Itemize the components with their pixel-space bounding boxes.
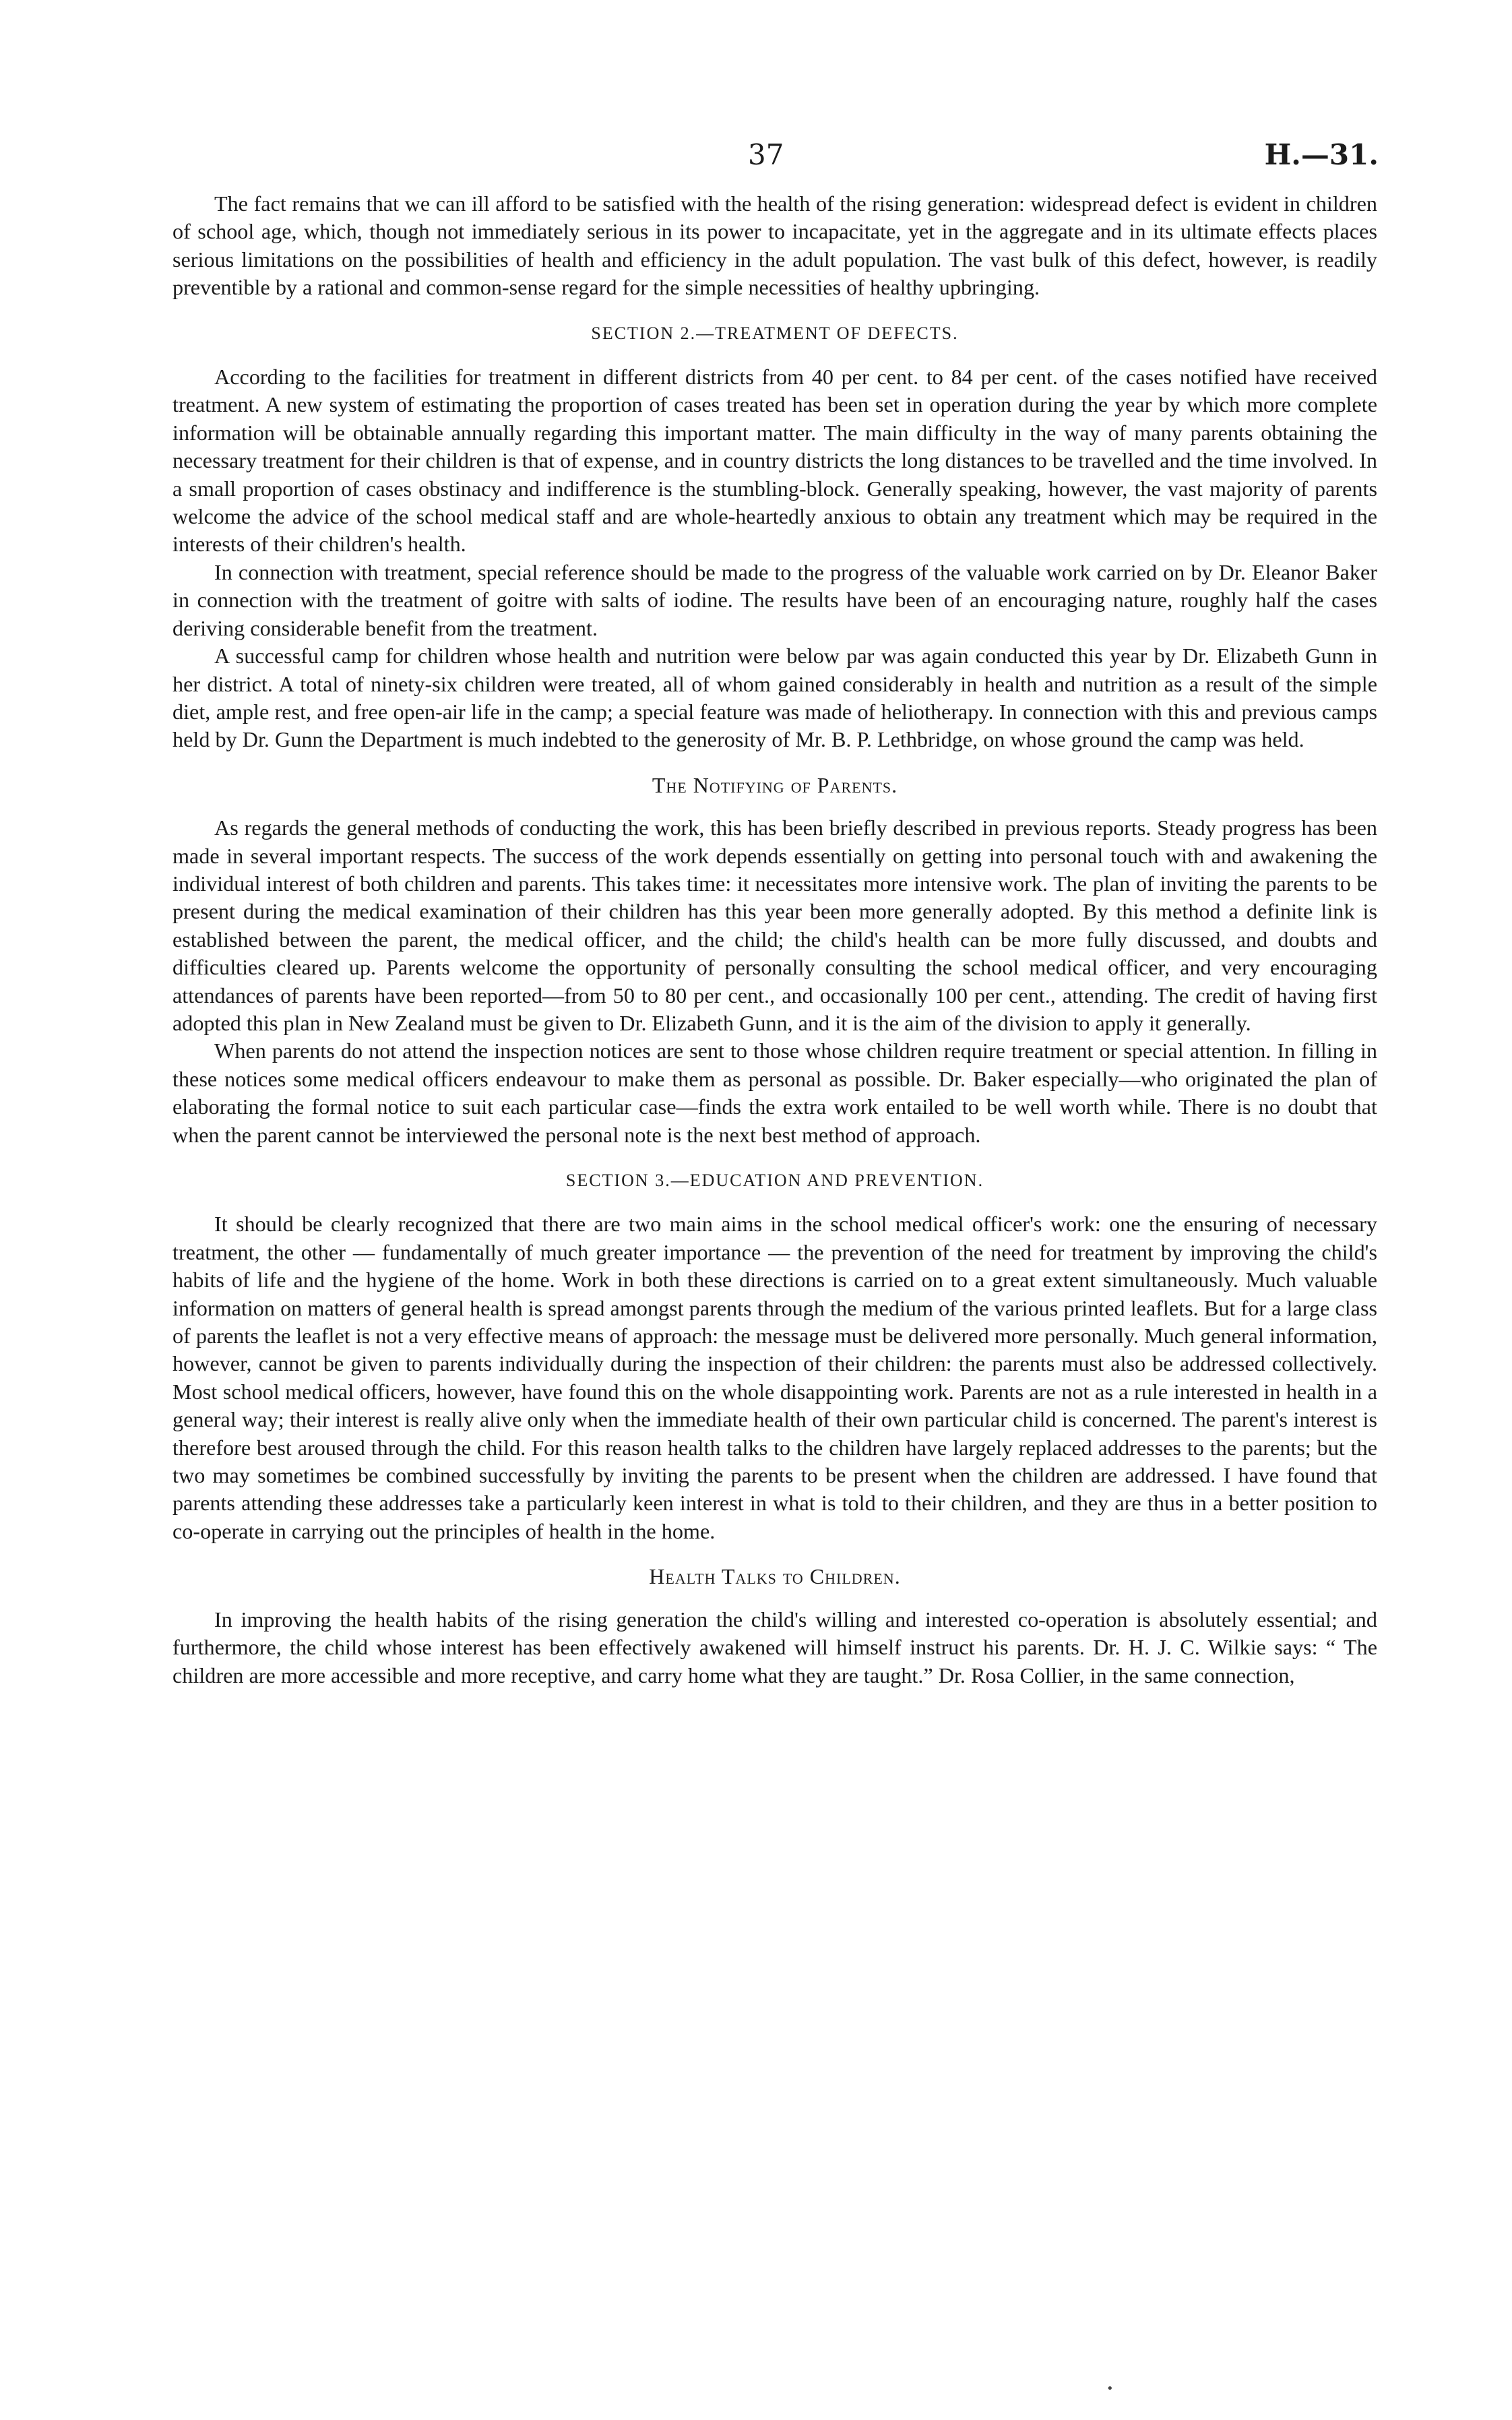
- section-3-heading: SECTION 3.—EDUCATION AND PREVENTION.: [565, 1171, 984, 1190]
- section-3-paragraph-1: It should be clearly recognized that there are two main aims in the school medical officer's work: one the ensuring of necessary treatment, the other — fundamentally of much greater importance — the prevention of the need for treatment by improving the child's habits of life and the hygiene of the home. Work in both these directions is carried on to a great extent simultaneously. Much valuable information on matters of general health is spread amongst parents through the medium of the various printed leaflets. But for a large class of parents the leaflet is not a very effective means of approach: the message must be delivered more personally. Much general information, however, cannot be given to parents individually during the inspection of their children: the parents must also be addressed collectively. Most school medical officers, however, have found this on the whole disappointing work. Parents are not as a rule interested in health in a general way; their interest is really alive only when the immediate health of their own particular child is concerned. The parent's interest is therefore best aroused through the child. For this reason health talks to the children have largely replaced addresses to the parents; but the two may sometimes be combined successfully by inviting the parents to be present when the children are addressed. I have found that parents attending these addresses take a particularly keen interest in what is told to their children, and they are thus in a better position to co-operate in carrying out the principles of health in the home.: [172, 1212, 1377, 1543]
- intro-paragraph: The fact remains that we can ill afford to be satisfied with the health of the rising generation: widespread defect is evident in children of school age, which, though not immediately serious in its power to incapacitate, yet in the aggregate and in its ultimate effects places serious limitations on the possibilities of health and efficiency in the adult population. The vast bulk of this defect, however, is readily preventible by a rational and common-sense regard for the simple necessities of healthy upbringing.: [172, 191, 1377, 300]
- section-2-paragraph-2: In connection with treatment, special reference should be made to the progress of the valuable work carried on by Dr. Eleanor Baker in connection with the treatment of goitre with salts of iodine. The results have been of an encouraging nature, roughly half the cases deriving considerable benefit from the treatment.: [172, 559, 1377, 640]
- notifying-paragraph-1: As regards the general methods of conducting the work, this has been briefly described in previous reports. Steady progress has been made in several important respects. The success of the work depends essentially on getting into personal touch with and awakening the individual interest of both children and parents. This takes time: it necessitates more intensive work. The plan of inviting the parents to be present during the medical examination of their children has this year been more generally adopted. By this method a definite link is established between the parent, the medical officer, and the child; the child's health can be more fully discussed, and doubts and difficulties cleared up. Parents welcome the opportunity of personally consulting the school medical officer, and very encouraging attendances of parents have been reported—from 50 to 80 per cent., and occasionally 100 per cent., attending. The credit of having first adopted this plan in New Zealand must be given to Dr. Elizabeth Gunn, and it is the aim of the division to apply it generally.: [172, 815, 1377, 1035]
- document-body: [172, 190, 1377, 1689]
- page-mark: •: [1106, 2382, 1114, 2396]
- notifying-paragraph-2: When parents do not attend the inspection notices are sent to those whose children require treatment or special attention. In filling in these notices some medical officers endeavour to make them as personal as possible. Dr. Baker especially—who originated the plan of elaborating the formal notice to suit each particular case—finds the extra work entailed to be well worth while. There is no doubt that when the parent cannot be interviewed the personal note is the next best method of approach.: [172, 1038, 1377, 1147]
- page-number: 37: [748, 138, 784, 171]
- document-reference: H.—31.: [1264, 138, 1379, 171]
- section-2-paragraph-3: A successful camp for children whose health and nutrition were below par was again conducted this year by Dr. Elizabeth Gunn in her district. A total of ninety-six children were treated, all of whom gained considerably in health and nutrition as a result of the simple diet, ample rest, and free open-air life in the camp; a special feature was made of heliotherapy. In connection with this and previous camps held by Dr. Gunn the Department is much indebted to the generosity of Mr. B. P. Lethbridge, on whose ground the camp was held.: [172, 644, 1377, 752]
- section-2-paragraph-1: According to the facilities for treatment in different districts from 40 per cent. to 84 per cent. of the cases notified have received treatment. A new system of estimating the proportion of cases treated has been set in operation during the year by which more complete information will be obtainable annually regarding this important matter. The main difficulty in the way of many parents obtaining the necessary treatment for their children is that of expense, and in country districts the long distances to be travelled and the time involved. In a small proportion of cases obstinacy and indifference is the stumbling-block. Generally speaking, however, the vast majority of parents welcome the advice of the school medical staff and are whole-heartedly anxious to obtain any treatment which may be required in the interests of their children's health.: [172, 365, 1377, 557]
- health-talks-paragraph-1: In improving the health habits of the rising generation the child's willing and interested co-operation is absolutely essential; and furthermore, the child whose interest has been effectively awakened will himself instruct his parents. Dr. H. J. C. Wilkie says: “ The children are more accessible and more receptive, and carry home what they are taught.” Dr. Rosa Collier, in the same connection,: [172, 1607, 1377, 1687]
- section-2-heading: SECTION 2.—TREATMENT OF DEFECTS.: [591, 323, 959, 343]
- page-header: [0, 138, 1512, 179]
- health-talks-heading: Health Talks to Children.: [649, 1564, 901, 1589]
- notifying-parents-heading: The Notifying of Parents.: [652, 772, 898, 797]
